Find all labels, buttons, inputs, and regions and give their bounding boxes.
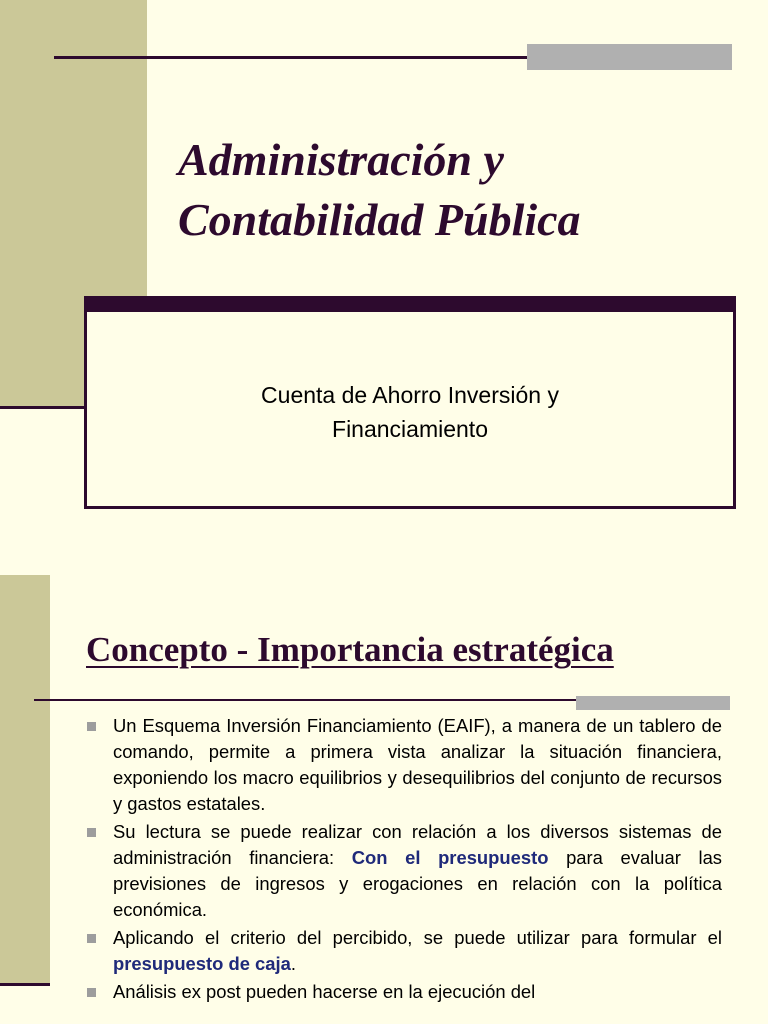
- list-item: [86, 713, 722, 817]
- title-line-1: Administración y: [178, 134, 504, 185]
- bullet-list: [86, 713, 722, 1007]
- sidebar-rule: [0, 406, 84, 409]
- subtitle-line-1: Cuenta de Ahorro Inversión y: [261, 382, 559, 408]
- bullet-text: Análisis ex post pueden hacerse en la ejecución del: [113, 981, 536, 1002]
- highlight-text: presupuesto de caja: [113, 953, 291, 974]
- bullet-text: Un Esquema Inversión Financiamiento (EAIF), a manera de un tablero de comando, permite a primera vista analizar la situación financiera, exponiendo los macro equilibrios y desequilibrios del conjunto de recursos y gastos estatales.: [113, 715, 722, 814]
- square-bullet-icon: [87, 988, 96, 997]
- list-item: [86, 819, 722, 923]
- bullet-text: Su lectura se puede realizar con relación a los diversos sistemas de administración financiera:: [113, 821, 722, 868]
- subtitle: [87, 378, 733, 446]
- top-gray-bar: [527, 44, 732, 70]
- highlight-text: Con el presupuesto: [351, 847, 549, 868]
- square-bullet-icon: [87, 722, 96, 731]
- square-bullet-icon: [87, 828, 96, 837]
- square-bullet-icon: [87, 934, 96, 943]
- slide-title: [178, 130, 581, 250]
- content-slide: [0, 575, 768, 1024]
- list-item: [86, 925, 722, 977]
- subtitle-line-2: Financiamiento: [332, 416, 488, 442]
- subtitle-box: [84, 296, 736, 509]
- title-gray-bar: [576, 696, 730, 710]
- title-line-2: Contabilidad Pública: [178, 194, 581, 245]
- sidebar-rule: [0, 983, 50, 986]
- list-item: [86, 979, 722, 1005]
- bullet-text: para evaluar las previsiones de ingresos y erogaciones en relación con la política económica.: [113, 847, 722, 920]
- slide-title: Concepto - Importancia estratégica: [86, 630, 614, 669]
- bullet-text: .: [290, 953, 296, 974]
- sidebar-accent: [0, 575, 50, 985]
- bullet-text: Aplicando el criterio del percibido, se puede utilizar para formular el: [113, 927, 722, 948]
